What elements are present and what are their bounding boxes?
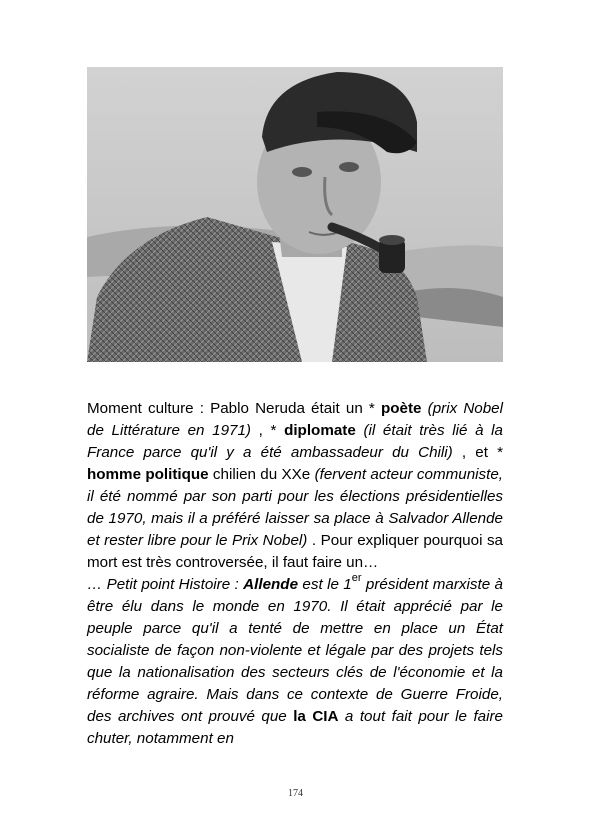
paragraph-culture: Moment culture : Pablo Neruda était un * poète (prix Nobel de Littérature en 1971) , * diplomate (il était très lié à la France parce qu'il y a été ambassadeur du Chili) , et * homme politique chilien du XXe (fervent acteur communiste, il été nommé par son parti pour les élections présidentielles de 1970, mais il a préféré laisser sa place à Salvador Allende et rester libre pour le Prix Nobel) . Pour expliquer pourquoi sa mort est très controversée, il faut faire un… [87, 400, 503, 571]
body-text [87, 398, 503, 750]
portrait-photo [87, 67, 503, 362]
page-number: 174 [288, 788, 303, 799]
superscript-er: er [351, 571, 362, 584]
paragraph-histoire: … Petit point Histoire : Allende est le 1er président marxiste à être élu dans le monde en 1970. Il était apprécié par le peuple parce qu'il a tenté de mettre en place un État socialiste de façon non-violente et légale par des projets tels que la nationalisation des secteurs clés de l'économie et la réforme agraire. Mais dans ce contexte de Guerre Froide, des archives ont prouvé que la CIA a tout fait pour le faire chuter, notamment en [87, 571, 504, 747]
keyword-allende: Allende [243, 576, 299, 593]
keyword-diplomate: diplomate [284, 422, 356, 439]
keyword-poete: poète [380, 400, 422, 417]
keyword-la-cia: la CIA [293, 708, 339, 725]
keyword-homme-politique: homme politique [87, 466, 209, 483]
